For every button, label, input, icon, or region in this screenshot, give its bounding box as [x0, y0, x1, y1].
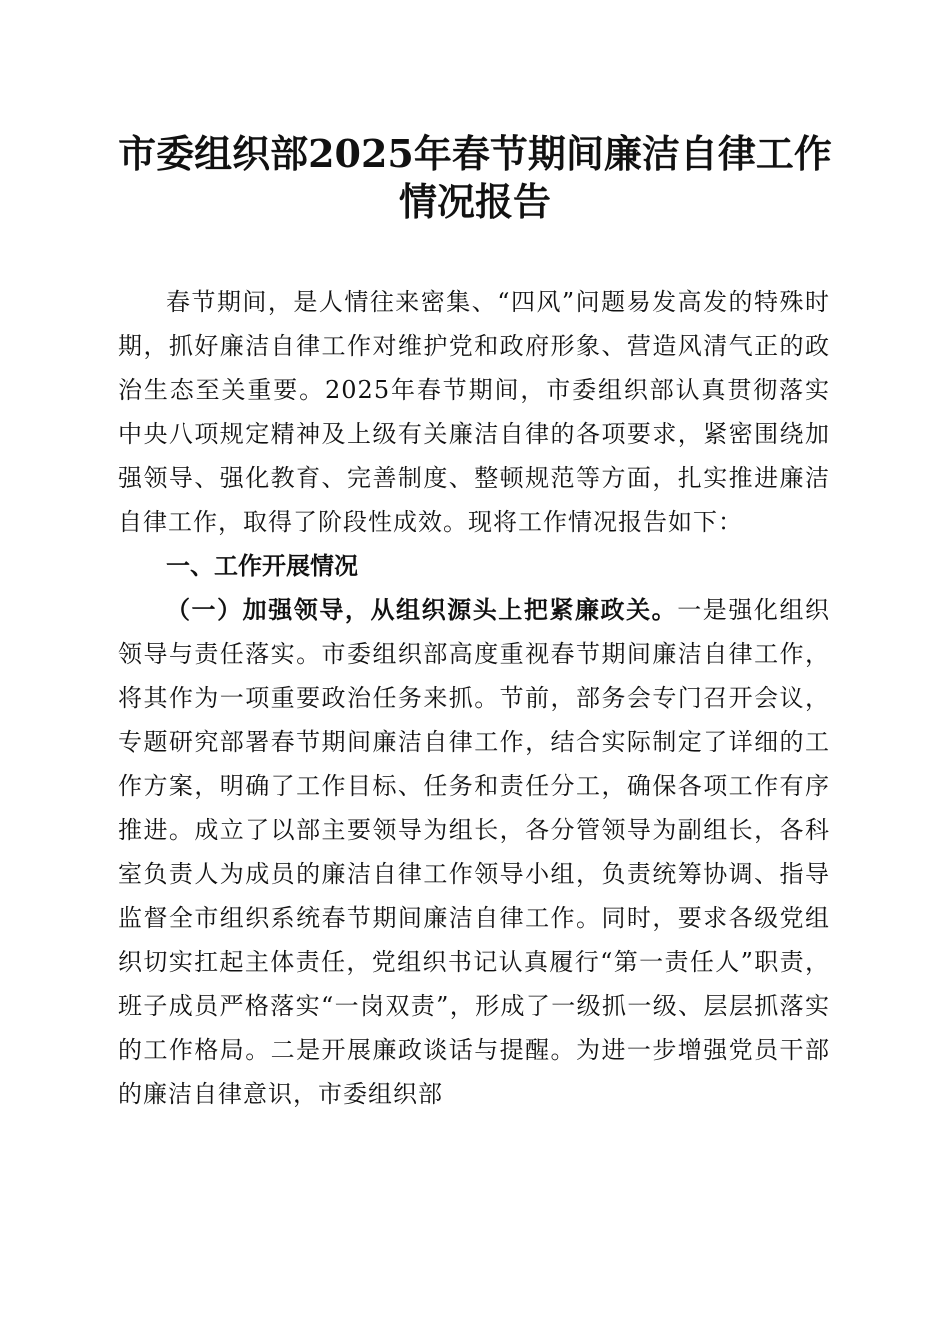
intro-paragraph: 春节期间，是人情往来密集、“四风”问题易发高发的特殊时期，抓好廉洁自律工作对维护党和政府形象、营造风清气正的政治生态至关重要。2025年春节期间，市委组织部认真贯彻落实中央八项规定精神及上级有关廉洁自律的各项要求，紧密围绕加强领导、强化教育、完善制度、整顿规范等方面，扎实推进廉洁自律工作，取得了阶段性成效。现将工作情况报告如下：	[118, 288, 830, 536]
section-paragraph	[118, 588, 830, 1116]
document-body	[118, 280, 830, 1116]
subsection-heading: （一）加强领导，从组织源头上把紧廉政关。	[166, 595, 678, 624]
section-heading: 一、工作开展情况	[166, 552, 358, 580]
document-title: 市委组织部2025年春节期间廉洁自律工作情况报告	[118, 131, 832, 224]
subsection-body: 一是强化组织领导与责任落实。市委组织部高度重视春节期间廉洁自律工作，将其作为一项重要政治任务来抓。节前，部务会专门召开会议，专题研究部署春节期间廉洁自律工作，结合实际制定了详细的工作方案，明确了工作目标、任务和责任分工，确保各项工作有序推进。成立了以部主要领导为组长，各分管领导为副组长，各科室负责人为成员的廉洁自律工作领导小组，负责统筹协调、指导监督全市组织系统春节期间廉洁自律工作。同时，要求各级党组织切实扛起主体责任，党组织书记认真履行“第一责任人”职责，班子成员严格落实“一岗双责”，形成了一级抓一级、层层抓落实的工作格局。二是开展廉政谈话与提醒。为进一步增强党员干部的廉洁自律意识，市委组织部	[118, 596, 831, 1108]
